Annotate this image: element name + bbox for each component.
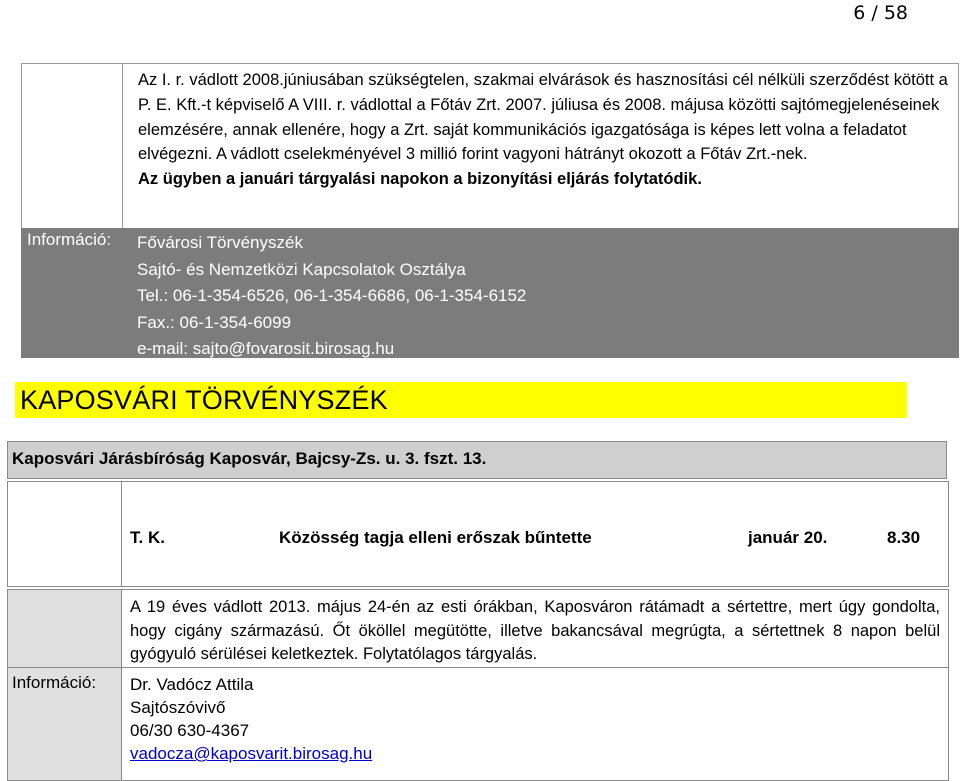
charge: Közösség tagja elleni erőszak bűntette	[279, 528, 592, 547]
department-name: Sajtó- és Nemzetközi Kapcsolatok Osztálya	[137, 259, 466, 279]
case-description-text: Az I. r. vádlott 2008.júniusában szükségtelen, szakmai elvárások és hasznosítási cél nélküli szerződést kötött a P. E. Kft.-t képviselő A VIII. r. vádlottal a Főtáv Zrt. 2007. júliusa és 2008. májusa közötti sajtómegjelenéseinek elemzésére, annak ellenére, hogy a Zrt. saját kommunikációs igazgatósága is képes lett volna a feladatot elvégezni. A vádlott cselekményével 3 millió forint vagyoni hátrányt okozott a Főtáv Zrt.-nek.	[138, 71, 948, 164]
info-label: Információ:	[12, 673, 97, 692]
phone-numbers: Tel.: 06-1-354-6526, 06-1-354-6686, 06-1-354-6152	[137, 286, 527, 305]
page-number: 6 / 58	[853, 2, 908, 24]
case-details	[7, 589, 949, 781]
court-name: Fővárosi Törvényszék	[137, 233, 303, 252]
case-description	[138, 68, 956, 192]
hearing-date: január 20.	[748, 528, 828, 547]
contact-email-link[interactable]: vadocza@kaposvarit.birosag.hu	[130, 744, 373, 763]
info-row	[21, 228, 959, 358]
info-contact	[137, 230, 526, 363]
case-note: Az ügyben a januári tárgyalási napokon a bizonyítási eljárás folytatódik.	[138, 170, 702, 189]
info-label: Információ:	[27, 230, 112, 249]
column-divider	[121, 482, 122, 586]
case-fovarosi	[21, 63, 959, 359]
hearing-time: 8.30	[887, 528, 921, 547]
case-row	[7, 481, 949, 587]
court-heading-text: KAPOSVÁRI TÖRVÉNYSZÉK	[20, 385, 388, 415]
court-heading	[15, 382, 907, 418]
email-address: e-mail: sajto@fovarosit.birosag.hu	[137, 339, 395, 358]
info-contact	[130, 673, 372, 765]
row-divider	[8, 667, 948, 668]
defendant: T. K.	[130, 528, 165, 547]
contact-role: Sajtószóvivő	[130, 698, 226, 717]
contact-name: Dr. Vadócz Attila	[130, 675, 254, 694]
contact-phone: 06/30 630-4367	[130, 721, 250, 740]
case-description: A 19 éves vádlott 2013. május 24-én az esti órákban, Kaposváron rátámadt a sértettre, mert úgy gondolta, hogy cigány származású. Őt ököllel megütötte, illetve bakancsával megrúgta, a sértettnek 8 napon belül gyógyuló sérülései keletkeztek. Folytatólagos tárgyalás.	[130, 598, 940, 663]
venue-bar	[7, 441, 947, 479]
venue-text: Kaposvári Járásbíróság Kaposvár, Bajcsy-Zs. u. 3. fszt. 13.	[12, 449, 487, 468]
column-divider	[121, 590, 122, 780]
case-description-row	[21, 63, 959, 229]
label-cell	[22, 64, 123, 228]
fax-number: Fax.: 06-1-354-6099	[137, 312, 292, 332]
